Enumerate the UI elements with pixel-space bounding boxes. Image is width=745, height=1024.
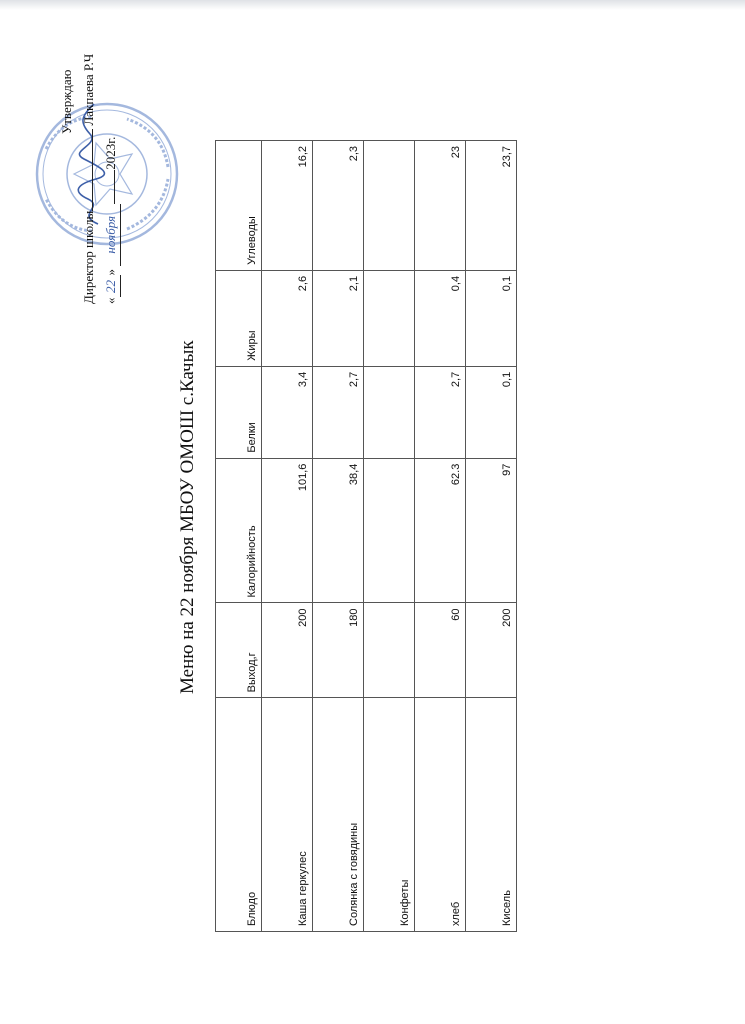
table-header-row [216,141,262,932]
cell-carbs: 23 [415,141,466,271]
director-name: Лакпаева Р.Ч [81,53,96,126]
cell-dish: Кисель [466,698,517,932]
cell-yield: 180 [313,603,364,698]
table-row [364,141,415,932]
cell-dish: Солянка с говядины [313,698,364,932]
header-protein: Белки [216,366,262,458]
menu-table [215,140,517,932]
cell-dish: Каша геркулес [262,698,313,932]
cell-yield: 200 [466,603,517,698]
table-row [262,141,313,932]
cell-fat: 2,1 [313,270,364,366]
document-title: Меню на 22 ноября МБОУ ОМОШ с.Качык [177,340,198,694]
header-yield: Выход,г [216,603,262,698]
cell-carbs: 16,2 [262,141,313,271]
cell-calories: 38,4 [313,458,364,603]
approval-title: Утверждаю [59,69,74,134]
header-calories: Калорийность [216,458,262,603]
cell-calories: 62.3 [415,458,466,603]
table-row [313,141,364,932]
cell-protein: 3,4 [262,366,313,458]
cell-protein: 2,7 [313,366,364,458]
header-dish: Блюдо [216,698,262,932]
cell-dish: Конфеты [364,698,415,932]
table-row [415,141,466,932]
cell-calories [364,458,415,603]
cell-fat: 0,4 [415,270,466,366]
approval-year: 2023г. [103,136,118,170]
cell-carbs: 23,7 [466,141,517,271]
cell-protein: 2,7 [415,366,466,458]
cell-carbs: 2,3 [313,141,364,271]
approval-date-line: «22» ноября2023г. [102,137,121,304]
header-fat: Жиры [216,270,262,366]
header-carbs: Углеводы [216,141,262,271]
cell-yield [364,603,415,698]
cell-protein: 0,1 [466,366,517,458]
table-row [466,141,517,932]
cell-calories: 101,6 [262,458,313,603]
cell-carbs [364,141,415,271]
cell-fat: 0,1 [466,270,517,366]
cell-calories: 97 [466,458,517,603]
approval-day: 22 [102,276,121,298]
approval-month: ноября [102,204,121,266]
approval-director-line [80,54,98,304]
cell-yield: 200 [262,603,313,698]
cell-yield: 60 [415,603,466,698]
cell-fat: 2,6 [262,270,313,366]
cell-protein [364,366,415,458]
director-prefix: Директор школы [81,210,96,304]
cell-dish: хлеб [415,698,466,932]
cell-fat [364,270,415,366]
